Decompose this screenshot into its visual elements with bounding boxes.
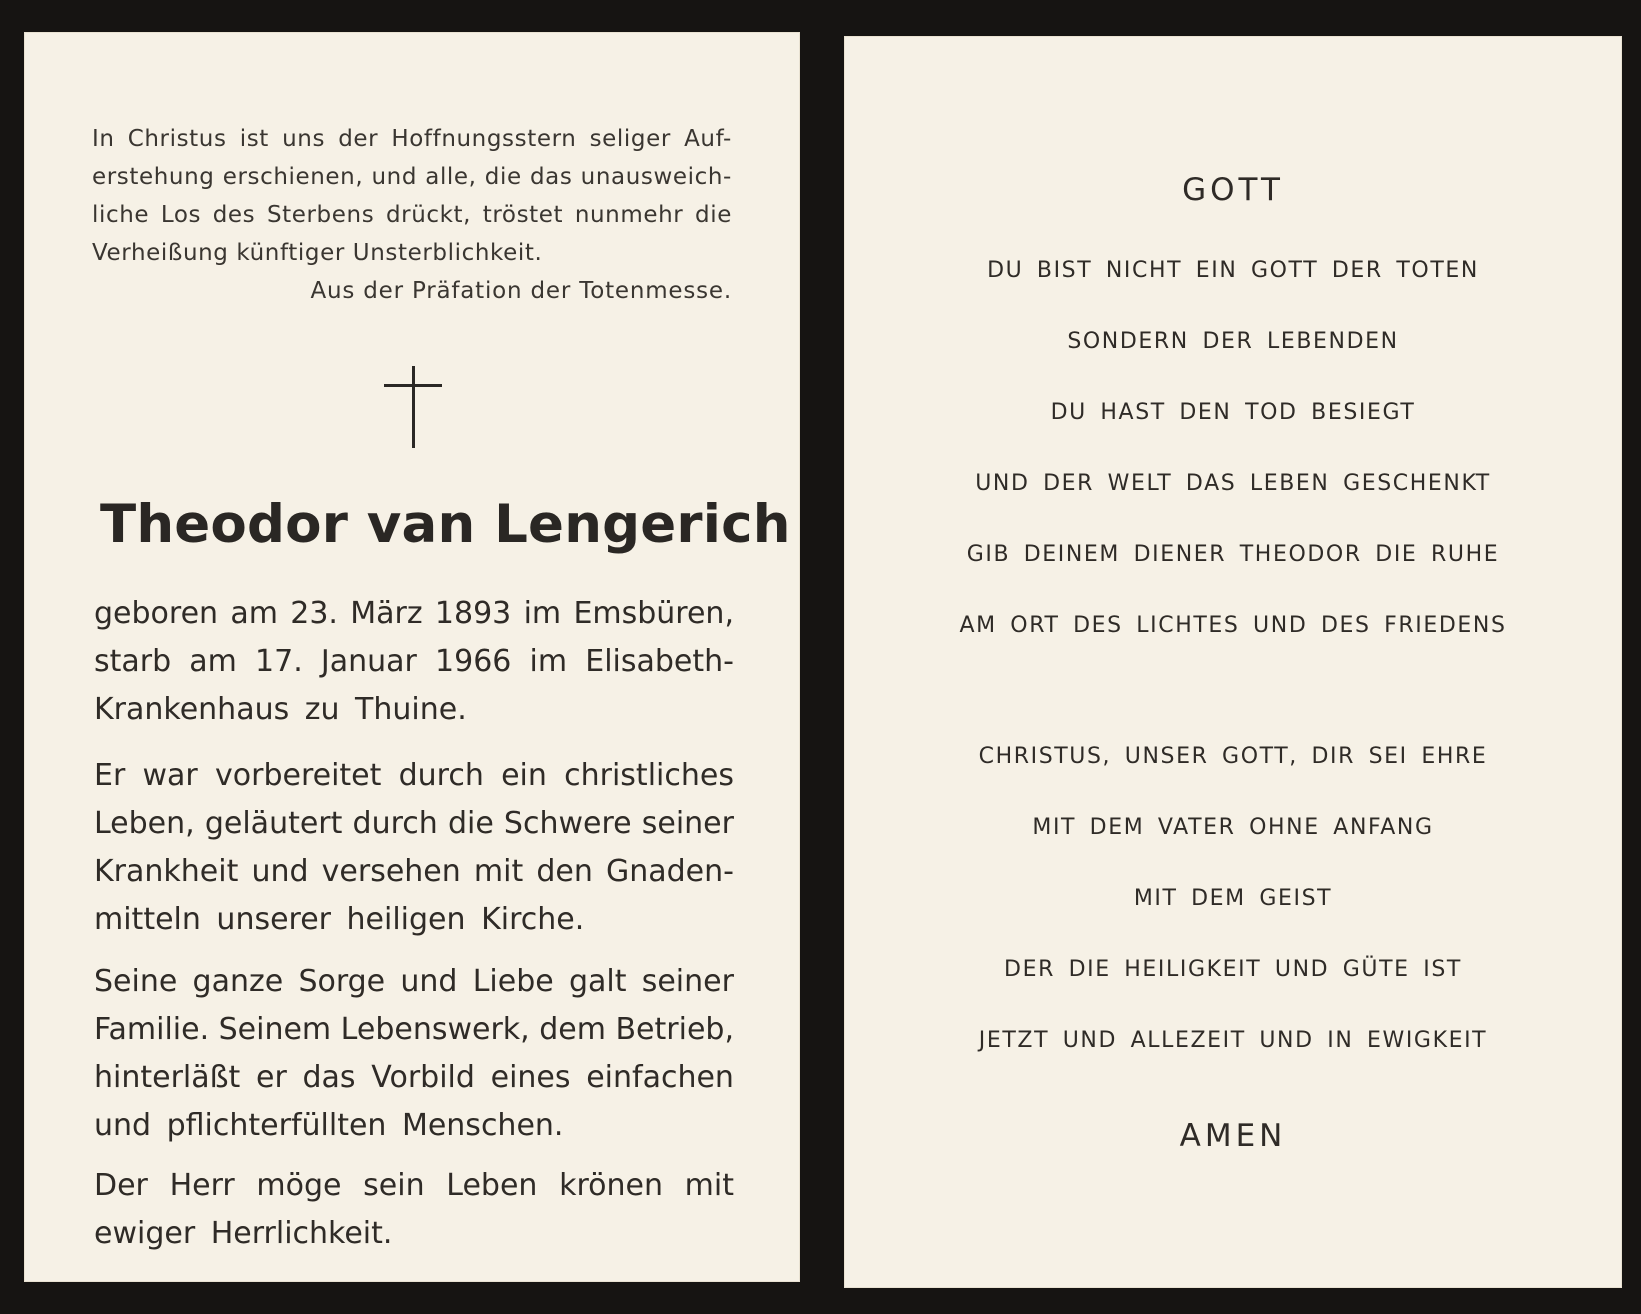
obituary-line: Krankenhaus zu Thuine. bbox=[94, 692, 467, 727]
obituary-line: mitteln unserer heiligen Kirche. bbox=[94, 902, 585, 937]
obituary-line: hinterläßt er das Vorbild eines einfachen bbox=[94, 1060, 734, 1095]
prayer-line: DU BIST NICHT EIN GOTT DER TOTEN bbox=[987, 258, 1479, 283]
epigraph-line: liche Los des Sterbens drückt, tröstet nunmehr die bbox=[92, 202, 732, 228]
prayer-line: MIT DEM VATER OHNE ANFANG bbox=[1032, 815, 1434, 840]
obituary-line: ewiger Herrlichkeit. bbox=[94, 1216, 393, 1251]
prayer-line: DER DIE HEILIGKEIT UND GÜTE IST bbox=[1004, 957, 1462, 982]
prayer-line: CHRISTUS, UNSER GOTT, DIR SEI EHRE bbox=[978, 744, 1488, 769]
epigraph-line: erstehung erschienen, und alle, die das unausweich- bbox=[92, 164, 732, 190]
prayer-line: MIT DEM GEIST bbox=[1133, 886, 1333, 911]
prayer-closing: AMEN bbox=[1179, 1118, 1287, 1154]
obituary-line: Seine ganze Sorge und Liebe galt seiner bbox=[94, 964, 734, 999]
right-card-panel bbox=[844, 36, 1622, 1288]
obituary-line: und pflichterfüllten Menschen. bbox=[94, 1108, 564, 1143]
prayer-line: JETZT UND ALLEZEIT UND IN EWIGKEIT bbox=[978, 1028, 1488, 1053]
prayer-line: UND DER WELT DAS LEBEN GESCHENKT bbox=[975, 471, 1491, 496]
obituary-line: Er war vorbereitet durch ein christliches bbox=[94, 758, 734, 793]
obituary-line: Leben, geläutert durch die Schwere seiner bbox=[94, 806, 734, 841]
deceased-name: Theodor van Lengerich bbox=[100, 494, 791, 555]
prayer-line: AM ORT DES LICHTES UND DES FRIEDENS bbox=[959, 613, 1507, 638]
epigraph-source: Aus der Präfation der Totenmesse. bbox=[310, 278, 732, 304]
prayer-title: GOTT bbox=[1182, 172, 1284, 208]
prayer-line: DU HAST DEN TOD BESIEGT bbox=[1050, 400, 1416, 425]
obituary-line: geboren am 23. März 1893 im Emsbüren, bbox=[94, 596, 734, 631]
obituary-line: Krankheit und versehen mit den Gnaden- bbox=[94, 854, 734, 889]
left-card-panel bbox=[24, 32, 800, 1282]
epigraph-line: In Christus ist uns der Hoffnungsstern seliger Auf- bbox=[92, 126, 732, 152]
obituary-line: starb am 17. Januar 1966 im Elisabeth- bbox=[94, 644, 734, 679]
prayer-line: GIB DEINEM DIENER THEODOR DIE RUHE bbox=[966, 542, 1500, 567]
obituary-line: Familie. Seinem Lebenswerk, dem Betrieb, bbox=[94, 1012, 734, 1047]
epigraph-line: Verheißung künftiger Unsterblichkeit. bbox=[92, 240, 543, 266]
prayer-line: SONDERN DER LEBENDEN bbox=[1067, 329, 1399, 354]
obituary-line: Der Herr möge sein Leben krönen mit bbox=[94, 1168, 734, 1203]
